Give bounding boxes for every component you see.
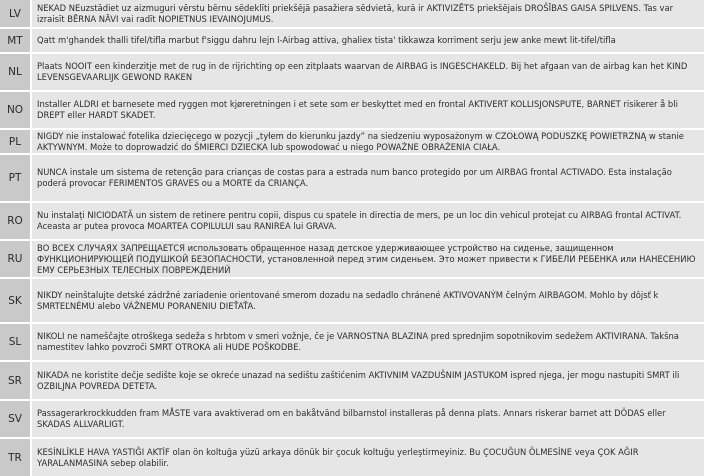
- language-code: MT: [0, 29, 32, 52]
- language-code: LV: [0, 0, 32, 27]
- warning-text-cell: [32, 155, 704, 201]
- language-code: NO: [0, 92, 32, 128]
- language-code: PL: [0, 130, 32, 153]
- language-code: TR: [0, 439, 32, 476]
- warning-text: Qatt m'ghandek thalli tifel/tifla marbut f'siggu dahru lejn l-Airbag attiva, ghaliex tista' tikkawza korriment serju jew anke mewt lit-tifel/tifla: [37, 35, 616, 45]
- warning-text-cell: [32, 241, 704, 277]
- warning-text: NUNCA instale um sistema de retenção para crianças de costas para a estrada num banco protegido por um AIRBAG frontal ACTIVADO. Esta instalação poderá provocar FERIMENTOS GRAVES ou a MORTE da CRIANÇA.: [37, 167, 672, 188]
- warning-text-cell: [32, 29, 704, 52]
- warning-text-cell: [32, 401, 704, 437]
- warning-text: NIKOLI ne nameščajte otroškega sedeža s hrbtom v smeri vožnje, če je VARNOSTNA BLAZINA pred sprednjim sopotnikovim sedežem AKTIVIRANA. Takšna namestitev lahko povzroči SMRT OTROKA ali HUDE POŠKODBE.: [37, 331, 679, 352]
- warning-text: NIKDY neinštalujte detské zádržné zariadenie orientované smerom dozadu na sedadlo chránené AKTIVOVANÝM čelným AIRBAGOM. Mohlo by dôjsť k SMRTEĽNÉMU alebo VÁŽNEMU PORANENIU DIEŤAŤA.: [37, 289, 659, 311]
- warning-text-cell: [32, 439, 704, 476]
- warning-text-cell: [32, 92, 704, 128]
- warning-text: Installer ALDRI et barnesete med ryggen mot kjøreretningen i et sete som er beskyttet med en frontal AKTIVERT KOLLISJONSPUTE, BARNET risikerer å bli DREPT eller HARDT SKADET.: [37, 99, 678, 120]
- warning-text-cell: [32, 362, 704, 399]
- language-code: NL: [0, 54, 32, 90]
- warning-text: ВО ВСЕХ СЛУЧАЯХ ЗАПРЕЩАЕТСЯ использовать обращенное назад детское удерживающее устройство на сиденье, защищенном ФУНКЦИОНИРУЮЩЕЙ ПОДУШКОЙ БЕЗОПАСНОСТИ, установленной перед этим сиденьем. Это может привести к ГИБЕЛИ РЕБЕНКА или НАНЕСЕНИЮ ЕМУ СЕРЬЕЗНЫХ ТЕЛЕСНЫХ ПОВРЕЖДЕНИЙ: [37, 242, 696, 275]
- warning-text-cell: [32, 0, 704, 27]
- warning-text: Plaats NOOIT een kinderzitje met de rug in de rijrichting op een zitplaats waarvan de AIRBAG is INGESCHAKELD. Bij het afgaan van de airbag kan het KIND LEVENSGEVAARLIJK GEWOND RAKEN: [37, 61, 688, 82]
- language-code: RU: [0, 241, 32, 277]
- warning-text-cell: [32, 203, 704, 239]
- warning-text: KESİNLİKLE HAVA YASTIĞI AKTİF olan ön koltuğa yüzü arkaya dönük bir çocuk koltuğu yerleştirmeyiniz. Bu ÇOCUĞUN ÖLMESİNE veya ÇOK AĞIR YARALANMASINA sebep olabilir.: [37, 446, 639, 468]
- warning-text-cell: [32, 54, 704, 90]
- warning-text: NIGDY nie instalować fotelika dziecięcego w pozycji „tyłem do kierunku jazdy” na siedzeniu wyposażonym w CZOŁOWĄ PODUSZKĘ POWIETRZNĄ w stanie AKTYWNYM. Może to doprowadzić do ŚMIERCI DZIECKA lub spowodować u niego POWAŻNE OBRAŻENIA CIAŁA.: [37, 130, 684, 152]
- language-code: SR: [0, 362, 32, 399]
- warning-text: Nu instalați NICIODATĂ un sistem de retinere pentru copii, dispus cu spatele in directia de mers, pe un loc din vehicul protejat cu AIRBAG frontal ACTIVAT. Aceasta ar putea provoca MOARTEA COPILULUI sau RANIREA lui GRAVA.: [37, 210, 682, 231]
- warning-text-cell: [32, 279, 704, 322]
- language-code: RO: [0, 203, 32, 239]
- warning-text-cell: [32, 324, 704, 360]
- language-code: SK: [0, 279, 32, 322]
- warning-text: NEKAD NEuzstādiet uz aizmuguri vērstu bērnu sēdeklīti priekšējā pasažiera sēdvietā, kurā ir AKTIVIZĒTS priekšējais DROŠĪBAS GAISA SPILVENS. Tas var izraisīt BĒRNA NĀVI vai radīt NOPIETNUS IEVAINOJUMUS.: [37, 2, 674, 24]
- language-code: SV: [0, 401, 32, 437]
- language-code: SL: [0, 324, 32, 360]
- warning-text: NIKADA ne koristite dečje sedište koje se okreće unazad na sedištu zaštićenim AKTIVNIM VAZDUŠNIM JASTUKOM ispred njega, jer mogu nastupiti SMRT ili OZBILJNA POVREDA DETETA.: [37, 369, 680, 391]
- warning-text-cell: [32, 130, 704, 153]
- warning-text: Passagerarkrockkudden fram MÅSTE vara avaktiverad om en bakåtvänd bilbarnstol installeras på denna plats. Annars riskerar barnet att DÖDAS eller SKADAS ALLVARLIGT.: [37, 408, 666, 429]
- language-code: PT: [0, 155, 32, 201]
